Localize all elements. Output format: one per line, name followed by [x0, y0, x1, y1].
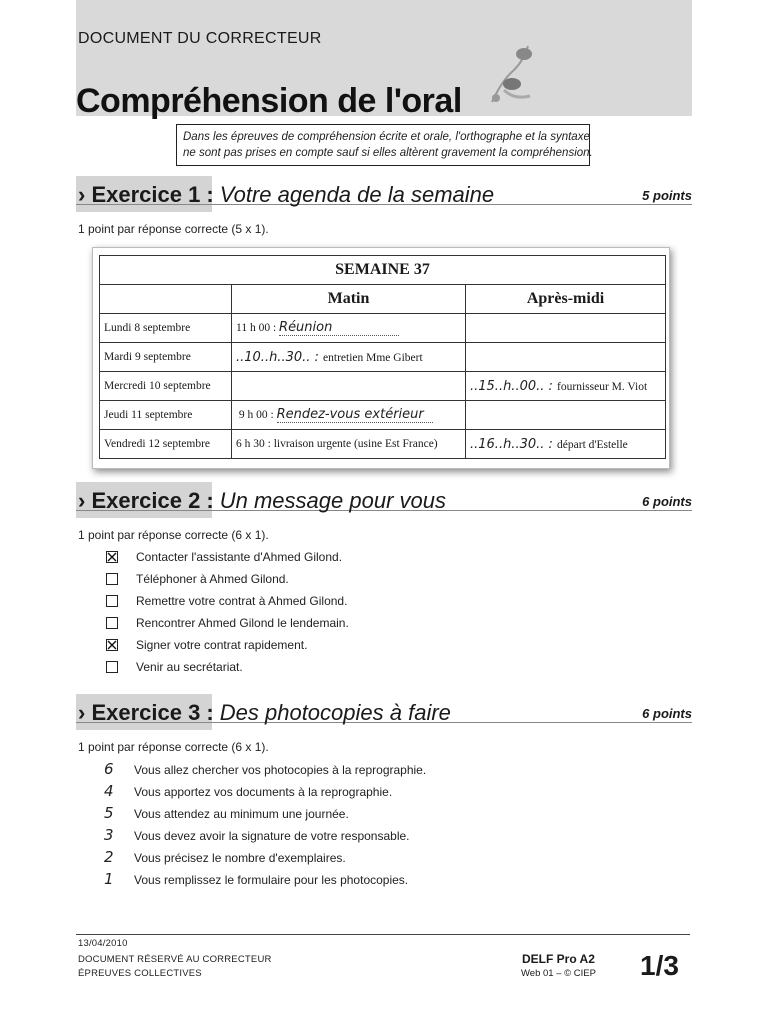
- footer-date: 13/04/2010: [78, 938, 128, 949]
- exercise-subtitle: Un message pour vous: [219, 488, 446, 513]
- morning-cell: [232, 343, 466, 372]
- checkbox-icon[interactable]: [106, 617, 118, 629]
- exercise-2-heading: [76, 482, 692, 518]
- scoring-rule: 1 point par réponse correcte (6 x 1).: [78, 528, 269, 542]
- table-row: [100, 314, 666, 343]
- notice-line: Dans les épreuves de compréhension écrite et orale, l'orthographe et la syntaxe: [183, 131, 590, 143]
- morning-cell: [232, 401, 466, 430]
- option-item: [106, 572, 289, 586]
- handwritten-number: 5: [104, 804, 114, 822]
- checkbox-icon[interactable]: [106, 573, 118, 585]
- time-label: 6 h 30 :: [236, 438, 274, 450]
- table-row: [100, 372, 666, 401]
- day-cell: Jeudi 11 septembre: [100, 401, 232, 430]
- handwritten-number: 2: [104, 848, 114, 866]
- time-label: 9 h 00 :: [238, 409, 277, 421]
- footer-collective: ÉPREUVES COLLECTIVES: [78, 968, 202, 979]
- option-item: [106, 594, 347, 608]
- handwritten-time: ..10..h..30.. :: [236, 349, 324, 365]
- exercise-points: 5 points: [638, 188, 692, 203]
- option-item: [106, 638, 307, 652]
- notice-line: ne sont pas prises en compte sauf si elles altèrent gravement la compréhension.: [183, 147, 593, 159]
- page-title: Compréhension de l'oral: [76, 82, 462, 120]
- headphones-illustration: [484, 40, 538, 110]
- document-label: DOCUMENT DU CORRECTEUR: [78, 30, 322, 47]
- option-text: Signer votre contrat rapidement.: [136, 638, 308, 652]
- table-row: [100, 401, 666, 430]
- handwritten-number: 4: [104, 782, 114, 800]
- afternoon-cell: [466, 372, 666, 401]
- footer-rule: [76, 934, 690, 935]
- morning-column-header: Matin: [232, 285, 466, 314]
- exercise-label: › Exercice 2 :: [78, 488, 214, 513]
- afternoon-cell: [466, 401, 666, 430]
- ordered-item: [104, 848, 346, 866]
- ordered-item: [104, 804, 349, 822]
- entry-text: livraison urgente (usine Est France): [273, 438, 438, 450]
- exercise-title: [78, 488, 446, 514]
- agenda-table: [99, 255, 666, 459]
- scoring-rule: 1 point par réponse correcte (6 x 1).: [78, 740, 269, 754]
- exercise-3-heading: [76, 694, 692, 730]
- exercise-title: [78, 700, 451, 726]
- exercise-label: › Exercice 1 :: [78, 182, 214, 207]
- item-text: Vous apportez vos documents à la reprographie.: [134, 785, 393, 799]
- week-header: SEMAINE 37: [100, 256, 666, 285]
- exercise-subtitle: Des photocopies à faire: [219, 700, 451, 725]
- scoring-rule: 1 point par réponse correcte (5 x 1).: [78, 222, 269, 236]
- checkbox-icon[interactable]: [106, 595, 118, 607]
- morning-cell: [232, 372, 466, 401]
- exercise-title: [78, 182, 494, 208]
- exercise-points: 6 points: [638, 706, 692, 721]
- handwritten-time: ..16..h..30.. :: [470, 436, 558, 452]
- morning-cell: [232, 314, 466, 343]
- day-column-header: [100, 285, 232, 314]
- item-text: Vous remplissez le formulaire pour les photocopies.: [134, 873, 409, 887]
- ordered-item: [104, 870, 408, 888]
- morning-cell: [232, 430, 466, 459]
- ordered-item: [104, 760, 426, 778]
- checked-box-icon[interactable]: [106, 551, 118, 563]
- afternoon-cell: [466, 343, 666, 372]
- option-text: Contacter l'assistante d'Ahmed Gilond.: [136, 550, 343, 564]
- exercise-label: › Exercice 3 :: [78, 700, 214, 725]
- exercise-subtitle: Votre agenda de la semaine: [219, 182, 495, 207]
- afternoon-cell: [466, 430, 666, 459]
- option-text: Venir au secrétariat.: [136, 660, 243, 674]
- option-text: Rencontrer Ahmed Gilond le lendemain.: [136, 616, 349, 630]
- handwritten-number: 6: [104, 760, 114, 778]
- checked-box-icon[interactable]: [106, 639, 118, 651]
- ordered-item: [104, 782, 392, 800]
- footer-web: Web 01 – © CIEP: [521, 968, 596, 979]
- entry-text: départ d'Estelle: [557, 438, 628, 451]
- handwritten-number: 3: [104, 826, 114, 844]
- table-row: [100, 343, 666, 372]
- option-text: Téléphoner à Ahmed Gilond.: [136, 572, 289, 586]
- entry-text: fournisseur M. Viot: [557, 380, 648, 393]
- option-item: [106, 616, 349, 630]
- option-item: [106, 660, 243, 674]
- item-text: Vous allez chercher vos photocopies à la reprographie.: [134, 763, 427, 777]
- item-text: Vous précisez le nombre d'exemplaires.: [134, 851, 346, 865]
- handwritten-time: ..15..h..00.. :: [470, 378, 558, 394]
- entry-text: entretien Mme Gibert: [323, 351, 423, 364]
- page-number: 1/3: [640, 950, 679, 981]
- grading-notice: [176, 124, 593, 166]
- day-cell: Vendredi 12 septembre: [100, 430, 232, 459]
- day-cell: Lundi 8 septembre: [100, 314, 232, 343]
- time-label: 11 h 00 :: [236, 322, 280, 334]
- option-text: Remettre votre contrat à Ahmed Gilond.: [136, 594, 348, 608]
- afternoon-cell: [466, 314, 666, 343]
- ordered-item: [104, 826, 410, 844]
- item-text: Vous devez avoir la signature de votre responsable.: [134, 829, 410, 843]
- handwritten-number: 1: [104, 870, 114, 888]
- footer-reserved: DOCUMENT RÉSERVÉ AU CORRECTEUR: [78, 954, 272, 965]
- item-text: Vous attendez au minimum une journée.: [134, 807, 349, 821]
- exercise-points: 6 points: [638, 494, 692, 509]
- handwritten-answer: Réunion: [279, 320, 399, 336]
- checkbox-icon[interactable]: [106, 661, 118, 673]
- option-item: [106, 550, 342, 564]
- handwritten-answer: Rendez-vous extérieur: [277, 407, 433, 423]
- footer-program: DELF Pro A2: [522, 952, 595, 966]
- day-cell: Mardi 9 septembre: [100, 343, 232, 372]
- day-cell: Mercredi 10 septembre: [100, 372, 232, 401]
- table-row: [100, 430, 666, 459]
- afternoon-column-header: Après-midi: [466, 285, 666, 314]
- exercise-1-heading: [76, 176, 692, 212]
